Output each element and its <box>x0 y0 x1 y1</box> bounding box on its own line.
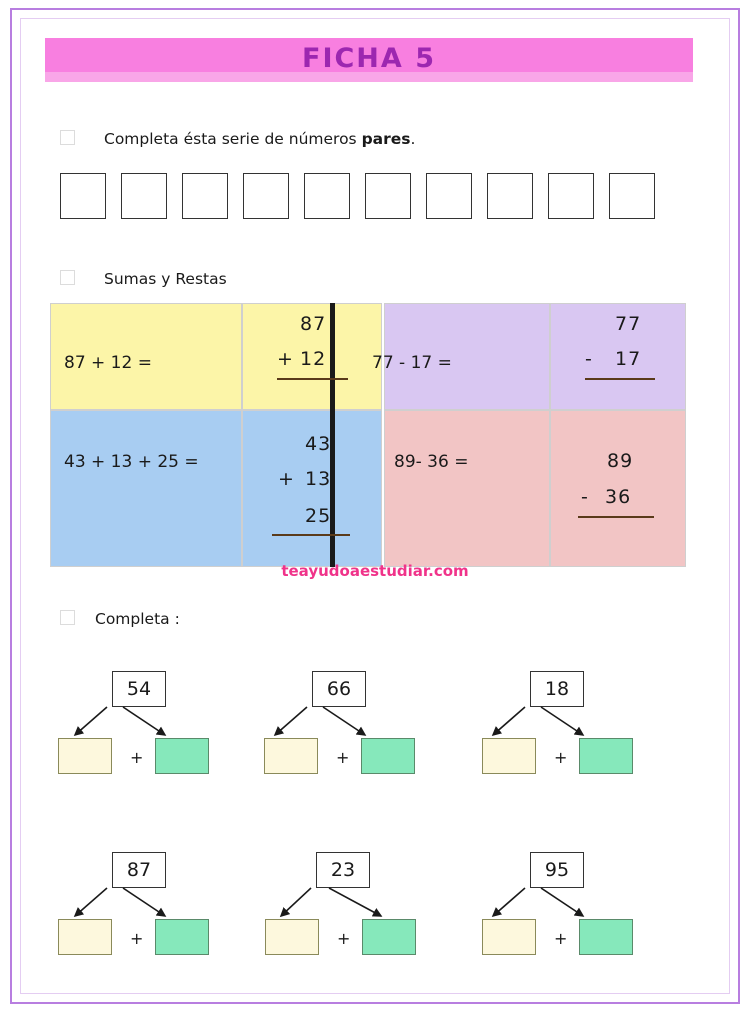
series-box[interactable] <box>426 173 472 219</box>
bond-total-value: 18 <box>545 672 569 706</box>
operation-vertical-top: 43 <box>305 433 332 455</box>
operation-rule <box>578 516 654 518</box>
operation-vertical-sign: + <box>278 468 295 490</box>
bond-addend-right[interactable] <box>362 919 416 955</box>
bond-total <box>112 671 166 707</box>
series-box[interactable] <box>365 173 411 219</box>
operation-vertical-top: 77 <box>615 313 642 335</box>
operation-vertical-top: 89 <box>607 450 634 472</box>
bond-addend-left[interactable] <box>482 919 536 955</box>
bond-total-value: 66 <box>327 672 351 706</box>
bond-total-value: 23 <box>331 853 355 887</box>
operation-vertical-bottom: 12 <box>300 348 327 370</box>
operation-vertical-top: 87 <box>300 313 327 335</box>
operation-vertical-bottom: 36 <box>605 486 632 508</box>
bond-plus-sign: + <box>554 748 568 767</box>
bond-total-value: 54 <box>127 672 151 706</box>
operation-vertical-bottom: 13 <box>305 468 332 490</box>
bond-addend-left[interactable] <box>482 738 536 774</box>
operation-rule <box>585 378 655 380</box>
bond-plus-sign: + <box>130 929 144 948</box>
series-instruction-pre: Completa ésta serie de números <box>104 130 362 148</box>
series-instruction-bold: pares <box>361 130 411 148</box>
operation-vertical-third: 25 <box>305 505 332 527</box>
series-box[interactable] <box>487 173 533 219</box>
operation-horizontal: 43 + 13 + 25 = <box>64 452 199 472</box>
bond-addend-left[interactable] <box>265 919 319 955</box>
completa-instruction: Completa : <box>95 610 180 628</box>
watermark: teayudoaestudiar.com <box>281 562 469 580</box>
bond-total-value: 87 <box>127 853 151 887</box>
op-cell-horizontal-4 <box>384 410 550 567</box>
bond-plus-sign: + <box>130 748 144 767</box>
bullet-series <box>60 130 75 145</box>
operation-vertical-sign: - <box>581 486 589 508</box>
operation-vertical-sign: + <box>277 348 294 370</box>
operation-horizontal: 89- 36 = <box>394 452 469 472</box>
series-box[interactable] <box>304 173 350 219</box>
bond-addend-right[interactable] <box>155 738 209 774</box>
series-box[interactable] <box>609 173 655 219</box>
bond-addend-right[interactable] <box>361 738 415 774</box>
bond-plus-sign: + <box>554 929 568 948</box>
operation-rule <box>277 378 348 380</box>
bond-total-value: 95 <box>545 853 569 887</box>
sumas-restas-instruction: Sumas y Restas <box>104 270 227 288</box>
operation-vertical-bottom: 17 <box>615 348 642 370</box>
series-instruction-post: . <box>410 130 416 148</box>
series-box[interactable] <box>548 173 594 219</box>
bond-total <box>530 852 584 888</box>
bond-plus-sign: + <box>337 929 351 948</box>
operations-grid <box>50 303 686 567</box>
bond-addend-right[interactable] <box>579 738 633 774</box>
bullet-completa <box>60 610 75 625</box>
series-box[interactable] <box>182 173 228 219</box>
bond-total <box>312 671 366 707</box>
series-box[interactable] <box>60 173 106 219</box>
operation-horizontal: 77 - 17 = <box>372 353 452 373</box>
operation-horizontal: 87 + 12 = <box>64 353 152 373</box>
op-cell-horizontal-3 <box>50 410 242 567</box>
series-box[interactable] <box>243 173 289 219</box>
bond-plus-sign: + <box>336 748 350 767</box>
bond-addend-left[interactable] <box>264 738 318 774</box>
bond-addend-right[interactable] <box>155 919 209 955</box>
bond-addend-left[interactable] <box>58 919 112 955</box>
series-box[interactable] <box>121 173 167 219</box>
operation-vertical-sign: - <box>585 348 593 370</box>
bond-addend-left[interactable] <box>58 738 112 774</box>
series-instruction <box>104 130 415 148</box>
bullet-sumas-restas <box>60 270 75 285</box>
operation-rule <box>272 534 350 536</box>
page-title: FICHA 5 <box>302 43 436 74</box>
bond-addend-right[interactable] <box>579 919 633 955</box>
bond-total <box>530 671 584 707</box>
bond-total <box>112 852 166 888</box>
bond-total <box>316 852 370 888</box>
